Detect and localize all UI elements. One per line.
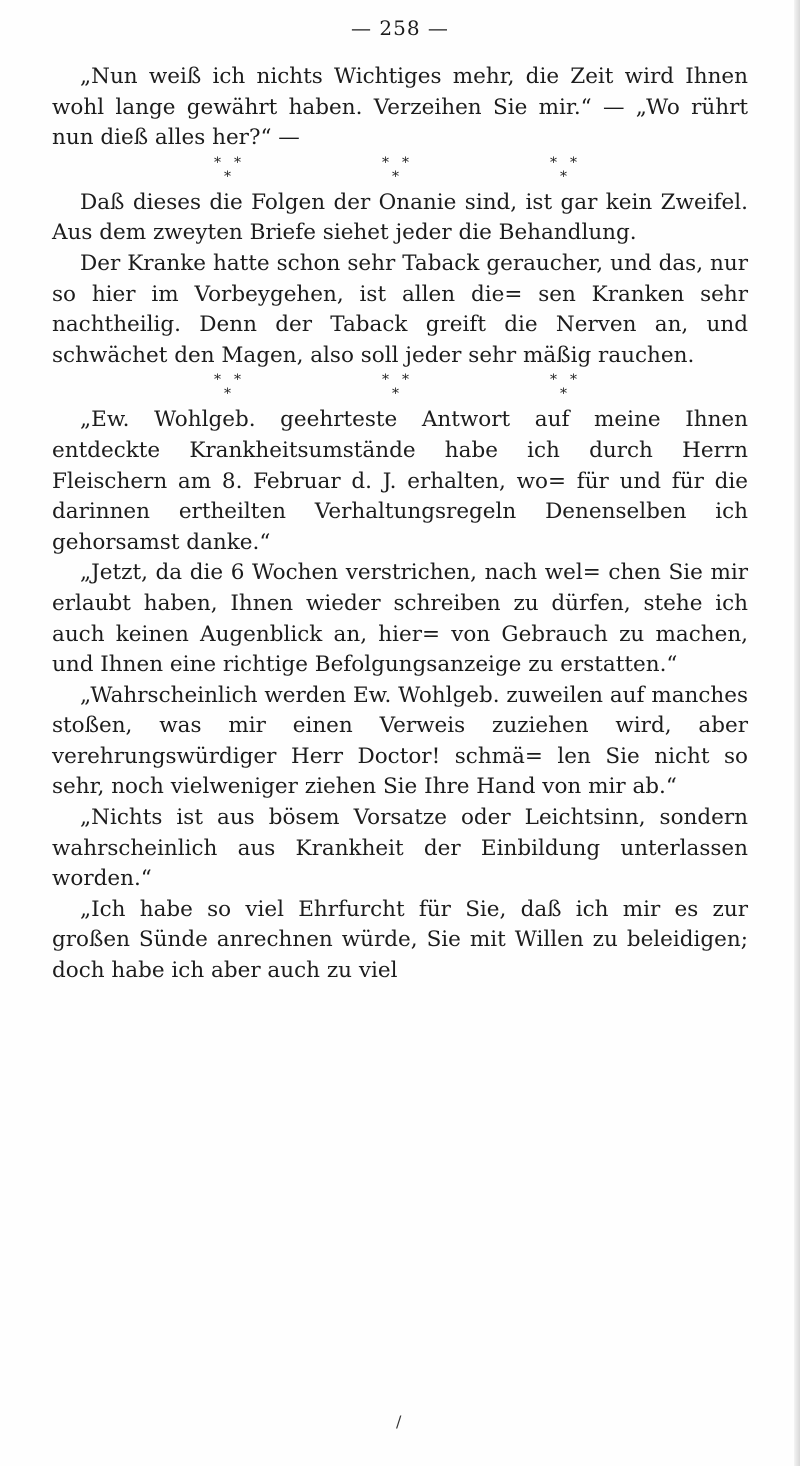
asterism bbox=[546, 154, 590, 186]
star-icon: * bbox=[234, 154, 241, 171]
paragraph: „Ew. Wohlgeb. geehrteste Antwort auf meine Ihnen entdeckte Krankheitsumstände habe ich durch Herrn Fleischern am 8. Februar d. J. erhalten, wo= für und für die darinnen ertheilten Verhaltungsregeln Denenselben ich gehorsamst danke.“ bbox=[52, 407, 748, 555]
asterism bbox=[378, 154, 422, 186]
star-icon: * bbox=[224, 386, 231, 403]
asterism bbox=[210, 154, 254, 186]
paragraph: „Nichts ist aus bösem Vorsatze oder Leichtsinn, sondern wahrscheinlich aus Krankheit der Einbildung unterlassen worden.“ bbox=[52, 805, 748, 892]
footer-mark: / bbox=[396, 1412, 402, 1431]
star-icon: * bbox=[560, 168, 567, 185]
star-icon: * bbox=[570, 372, 577, 389]
body-text bbox=[52, 62, 748, 987]
section-divider-stars bbox=[52, 371, 748, 405]
star-icon: * bbox=[402, 154, 409, 171]
paragraph: „Wahrscheinlich werden Ew. Wohlgeb. zuweilen auf manches stoßen, was mir einen Verweis zuziehen wird, aber verehrungswürdiger Herr Doctor! schmä= len Sie nicht so sehr, noch vielweniger ziehen Sie Ihre Hand von mir ab.“ bbox=[52, 682, 749, 800]
star-icon: * bbox=[214, 372, 221, 389]
star-icon: * bbox=[224, 168, 231, 185]
star-icon: * bbox=[550, 154, 557, 171]
star-icon: * bbox=[382, 372, 389, 389]
star-icon: * bbox=[382, 154, 389, 171]
star-icon: * bbox=[402, 372, 409, 389]
page-edge-shadow bbox=[794, 0, 800, 1466]
paragraph: Daß dieses die Folgen der Onanie sind, ist gar kein Zweifel. Aus dem zweyten Briefe siehet jeder die Behandlung. bbox=[52, 189, 748, 246]
page-number: — 258 — bbox=[351, 16, 449, 40]
paragraph: „Jetzt, da die 6 Wochen verstrichen, nach wel= chen Sie mir erlaubt haben, Ihnen wieder schreiben zu dürfen, stehe ich auch keinen Augenblick an, hier= von Gebrauch zu machen, und Ihnen eine richtige Befolgungsanzeige zu erstatten.“ bbox=[52, 560, 748, 678]
star-icon: * bbox=[560, 386, 567, 403]
star-icon: * bbox=[392, 386, 399, 403]
paragraph: „Ich habe so viel Ehrfurcht für Sie, daß ich mir es zur großen Sünde anrechnen würde, Sie mit Willen zu beleidigen; doch habe ich aber auch zu viel bbox=[52, 896, 748, 984]
star-icon: * bbox=[550, 372, 557, 389]
star-icon: * bbox=[234, 372, 241, 389]
asterism bbox=[210, 371, 254, 403]
asterism bbox=[546, 371, 590, 403]
asterism bbox=[378, 371, 422, 403]
star-icon: * bbox=[570, 154, 577, 171]
star-icon: * bbox=[214, 154, 221, 171]
star-icon: * bbox=[392, 168, 399, 185]
paragraph: „Nun weiß ich nichts Wichtiges mehr, die Zeit wird Ihnen wohl lange gewährt haben. Verzeihen Sie mir.“ — „Wo rührt nun dieß alles her?“ — bbox=[52, 64, 748, 151]
paragraph: Der Kranke hatte schon sehr Taback geraucher, und das, nur so hier im Vorbeygehen, ist allen die= sen Kranken sehr nachtheilig. Denn der Taback greift die Nerven an, und schwächet den Magen, also soll jeder sehr mäßig rauchen. bbox=[52, 250, 748, 368]
section-divider-stars bbox=[52, 154, 748, 188]
